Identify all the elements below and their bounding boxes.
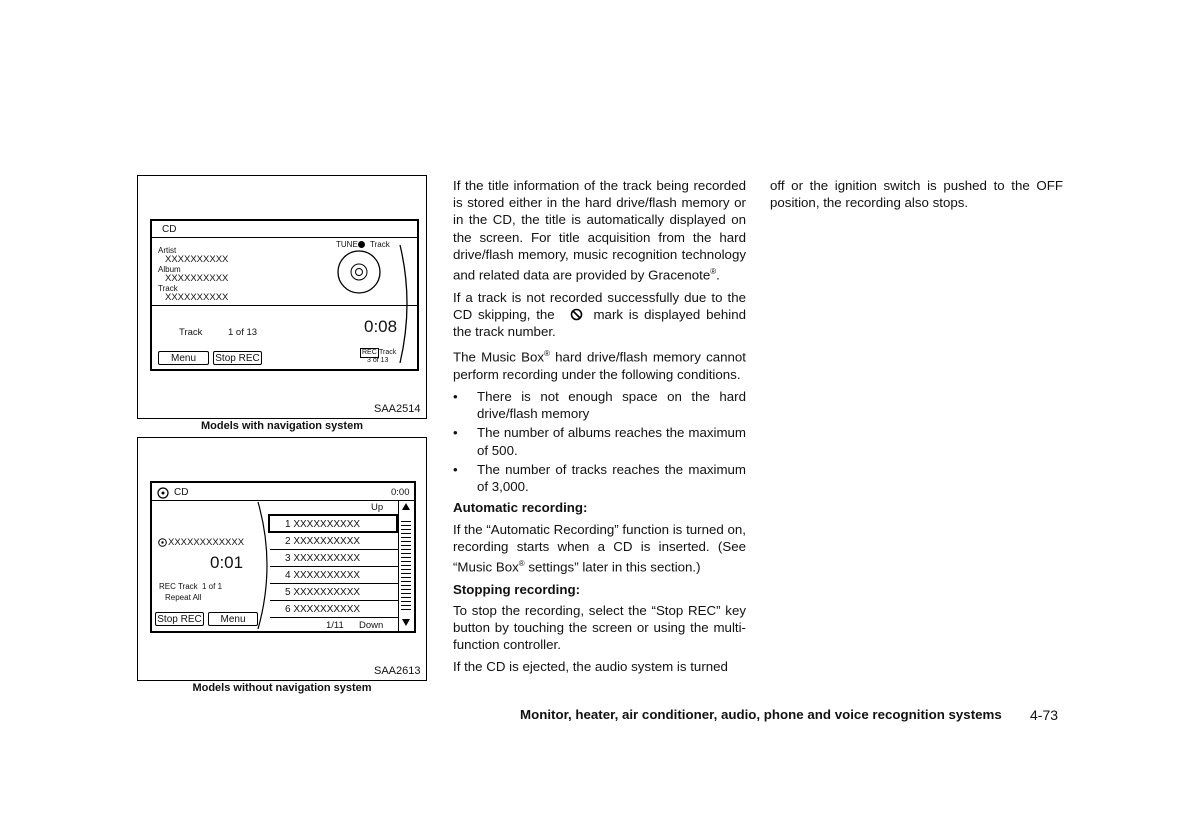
title-divider [152, 500, 414, 501]
skip-mark-icon [570, 308, 583, 321]
list-item[interactable]: 4 XXXXXXXXXX [270, 567, 398, 584]
list-item: • The number of albums reaches the maximum of 500. [453, 425, 746, 458]
track-counter-value: 1 of 13 [228, 327, 258, 338]
album-name: XXXXXXXXXXXX [168, 537, 245, 548]
tune-knob-icon [358, 241, 365, 248]
list-item: • The number of tracks reaches the maximum of 3,000. [453, 461, 746, 495]
figure-code: SAA2514 [374, 403, 421, 415]
footer-section-title: Monitor, heater, air conditioner, audio, phone and voice recognition systems [520, 707, 1002, 722]
rec-track-label: REC Track [159, 582, 198, 591]
paragraph: If a track is not recorded successfully due to the CD skipping, the mark is displayed behind the track number. [453, 289, 747, 340]
artist-label: Artist [158, 246, 177, 255]
playback-time: 0:01 [210, 553, 244, 572]
paragraph: The Music Box® hard drive/flash memory cannot perform recording under the following conditions. [453, 349, 747, 382]
list-item[interactable]: 1 XXXXXXXXXX [268, 514, 398, 533]
down-label[interactable]: Down [359, 620, 384, 631]
paragraph: If the CD is ejected, the audio system is turned [453, 659, 728, 675]
list-item[interactable]: 3 XXXXXXXXXX [270, 550, 398, 567]
progress-arc-icon [396, 243, 416, 365]
track-label: Track [370, 240, 390, 249]
page-indicator: 1/11 [326, 620, 344, 631]
cd-screen-no-nav [150, 481, 416, 633]
clock: 0:00 [391, 487, 410, 498]
figure-caption: Models with navigation system [201, 420, 363, 432]
menu-button[interactable]: Menu [208, 612, 258, 626]
scroll-down-arrow-icon[interactable] [402, 619, 410, 626]
paragraph: If the “Automatic Recording” function is turned on, recording starts when a CD is inserted. (See “Music Box® settings” later in this section.) [453, 521, 746, 575]
title-divider [152, 237, 417, 238]
paragraph: If the title information of the track being recorded is stored either in the hard drive/flash memory or in the CD, the title is automatically displayed on the screen. For title acquisition from the hard drive/flash memory, music recognition technology and related data are provided by Gracenote®. [453, 178, 746, 283]
list-item[interactable]: 2 XXXXXXXXXX [270, 533, 398, 550]
stop-rec-button[interactable]: Stop REC [155, 612, 204, 626]
paragraph: off or the ignition switch is pushed to the OFF position, the recording also stops. [770, 178, 1063, 211]
conditions-list [453, 388, 746, 495]
tune-label: TUNE [336, 240, 358, 249]
scroll-ticks [401, 521, 411, 613]
rec-track-value: 1 of 1 [202, 582, 223, 591]
list-item[interactable]: 6 XXXXXXXXXX [270, 601, 398, 618]
paragraph: To stop the recording, select the “Stop REC” key button by touching the screen or using the multi-function controller. [453, 602, 746, 653]
figure-with-navigation [137, 175, 427, 419]
rec-badge: REC [362, 349, 377, 356]
figure-without-navigation [137, 437, 427, 681]
figure-code: SAA2613 [374, 665, 421, 677]
menu-button[interactable]: Menu [158, 351, 209, 365]
track-name-value: XXXXXXXXXX [165, 292, 229, 303]
album-label: Album [158, 265, 181, 274]
figure-caption: Models without navigation system [192, 682, 372, 694]
screen-title: CD [162, 224, 177, 235]
heading-automatic-recording: Automatic recording: [453, 500, 588, 516]
disc-mini-icon [158, 538, 167, 547]
playback-time: 0:08 [364, 317, 398, 336]
album-value: XXXXXXXXXX [165, 273, 229, 284]
list-item[interactable]: 5 XXXXXXXXXX [270, 584, 398, 601]
track-name-label: Track [158, 284, 178, 293]
stop-rec-button[interactable]: Stop REC [213, 351, 262, 365]
screen-title: CD [174, 487, 189, 498]
up-label[interactable]: Up [371, 502, 384, 513]
list-item: • There is not enough space on the hard drive/flash memory [453, 389, 746, 422]
text-column-2 [770, 177, 1063, 216]
text-column-1 [453, 177, 746, 681]
disc-small-icon [157, 487, 169, 499]
scrollbar[interactable] [398, 501, 413, 631]
rec-track-value: 3 of 13 [367, 357, 389, 364]
scroll-up-arrow-icon[interactable] [402, 503, 410, 510]
cd-screen-nav [150, 219, 419, 371]
repeat-label: Repeat All [165, 593, 202, 602]
rec-track-label: Track [379, 349, 397, 356]
artist-value: XXXXXXXXXX [165, 254, 229, 265]
page-number: 4-73 [1030, 707, 1059, 723]
cd-disc-icon [336, 249, 382, 295]
info-divider [152, 305, 417, 306]
track-counter-label: Track [179, 327, 203, 338]
heading-stopping-recording: Stopping recording: [453, 581, 581, 597]
